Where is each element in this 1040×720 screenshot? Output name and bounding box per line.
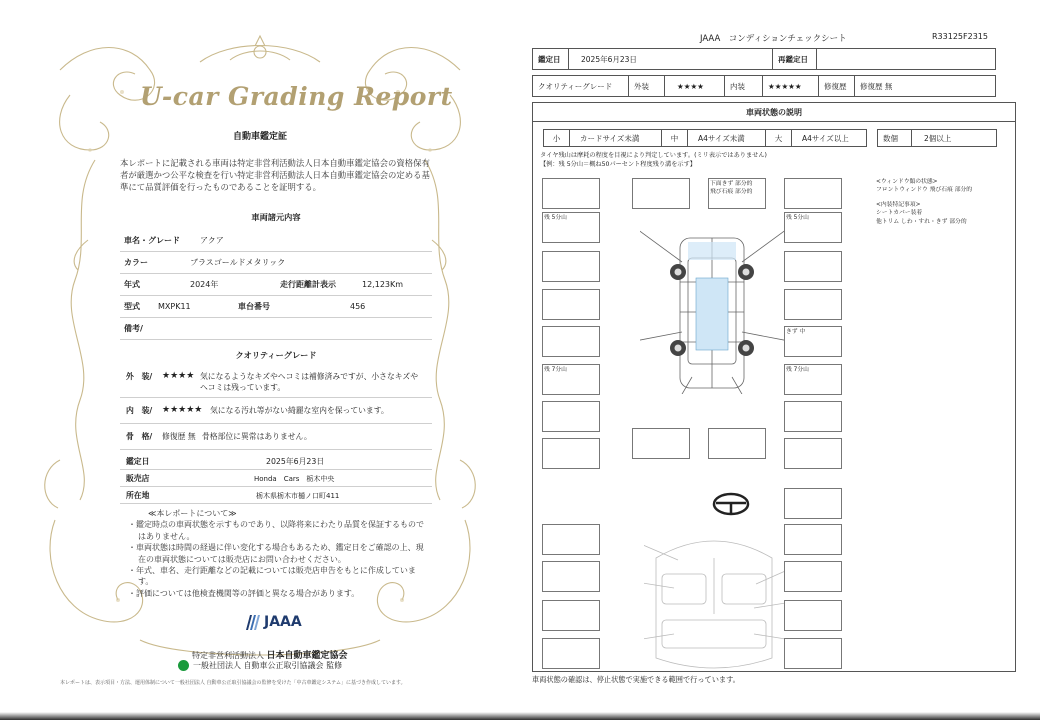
sheet-code: R33125F2315 [932,32,988,41]
appraisal-date-label: 鑑定日 [126,457,150,466]
date-row [532,48,996,70]
window-heading: <ウィンドウ類の状態> [876,179,938,185]
damage-slot [784,488,842,519]
count-legend [877,129,997,147]
size-legend [543,129,867,147]
frame-value: 修復歴 無 [162,432,196,441]
quality-row [532,75,996,97]
report-title: U-car Grading Report [140,82,453,111]
repair-label: 修復歴 [819,76,855,96]
damage-slot [542,401,600,432]
frame-text: 骨格部位に異常はありません。 [202,432,312,441]
footnote: 本レポートは、表示項目・方法、運用体制について一般社団法人 自動車公正取引協議会の監修を受けた「中古車鑑定システム」に基づき作成しています。 [60,680,406,686]
jaaa-logo-icon [244,612,260,632]
damage-slot [542,251,600,282]
damage-slot [784,438,842,469]
sheet-header: JAAA コンディションチェックシート [700,34,847,44]
car-interior-diagram [644,528,784,674]
mileage-label: 走行距離計表示 [280,280,336,289]
rl-tire-label: 残 7分山 [544,367,567,373]
size-large-desc: A4サイズ以上 [802,133,849,143]
remarks-label: 備考/ [124,324,143,333]
issuer-secondary [178,660,342,671]
size-large: 大 [766,130,792,146]
issuer-prefix: 特定非営利活動法人 [192,651,264,660]
int-stars: ★★★★★ [763,76,819,96]
size-medium-desc: A4サイズ未満 [688,130,766,146]
frame-label: 骨 格/ [126,432,153,441]
condition-check-sheet [520,0,1040,720]
damage-slot [542,438,600,469]
damage-slot [542,638,600,669]
rr-tire-label: 残 7分山 [786,367,809,373]
mileage-value: 12,123Km [362,280,404,289]
fr-tire-label: 残 5分山 [786,215,809,221]
ext-label: 外装 [629,76,665,96]
note-item: ・評価については他検査機関等の評価と異なる場合があります。 [128,588,360,598]
size-small: 小 [544,130,570,146]
notes-heading: ≪本レポートについて≫ [148,509,237,518]
note-item: ・年式、車名、走行距離などの記載については販売店申告をもとに作成しています。 [128,566,416,587]
car-exterior-diagram [640,222,784,394]
name-label: 車名・グレード [124,236,180,245]
interior-label: 内 装/ [126,406,153,415]
reappraisal-label: 再鑑定日 [773,49,817,69]
interior-note1: シートカバー装着 [876,210,923,217]
date-value: 2025年6月23日 [569,49,773,69]
damage-slot [784,561,842,592]
quality-row-frame [120,424,432,450]
spec-row-color [120,252,432,274]
spec-row-model [120,296,432,318]
damage-slot [784,289,842,320]
fl-tire-label: 残 5分山 [544,215,567,221]
quality-label: クオリティーグレード [533,76,629,96]
damage-slot [784,638,842,669]
color-value: ブラスゴールドメタリック [190,258,286,267]
damage-slot [632,178,690,209]
side-notes [876,178,972,226]
front-bottom-text: 下面きず 部分的 [710,181,753,187]
count-desc: 2個以上 [924,133,952,143]
front-chip-text: 飛び石痕 部分的 [710,189,753,195]
spec-row-name [120,230,432,252]
appraisal-date-value: 2025年6月23日 [266,457,325,466]
steering-wheel-icon [712,491,750,517]
quality-row-exterior [120,368,432,398]
spec-row-year [120,274,432,296]
issuer-name: 日本自動車鑑定協会 [266,651,348,661]
chassis-label: 車台番号 [238,302,270,311]
interior-note2: 他トリム しわ・すれ・きず 部分的 [876,218,967,225]
color-label: カラー [124,258,148,267]
interior-text: 気になる汚れ等がない綺麗な室内を保っています。 [210,406,389,415]
damage-slot [542,326,600,357]
interior-heading: <内装特記事項> [876,201,921,208]
damage-slot [784,401,842,432]
quality-row-interior [120,398,432,424]
quality-heading: クオリティーグレード [235,350,317,360]
tire-note-line1: タイヤ残山は摩耗の程度を目視により判定しています。(ミリ表示ではありません) [540,152,767,159]
name-value: アクア [200,236,224,245]
condition-title: 車両状態の説明 [533,103,1015,122]
note-item: ・車両状態は時間の経過に伴い変化する場合もあるため、鑑定日をご確認の上、現在の車両状態については販売店にお問い合わせください。 [128,543,424,564]
date-label: 鑑定日 [533,49,569,69]
damage-slot [632,428,690,459]
info-row-dealer [120,471,432,487]
damage-slot [542,561,600,592]
tire-note [540,152,767,169]
exterior-label: 外 装/ [126,372,153,381]
dealer-value: Honda Cars 栃木中央 [254,474,335,483]
int-label: 内装 [725,76,763,96]
size-small-desc: カードサイズ未満 [570,130,662,146]
damage-slot [784,600,842,631]
tire-note-line2: 【例：残 5分山＝概ね50パーセント程度残り溝を示す】 [540,160,696,168]
right-scratch-label: きず 中 [786,329,806,335]
spec-heading: 車両諸元内容 [251,212,301,222]
fair-trade-icon [178,660,189,671]
certificate-title: 自動車鑑定証 [232,132,287,142]
note-item: ・鑑定時点の車両状態を示すものであり、以降将来にわたり品質を保証するものではありません。 [128,520,424,541]
size-medium: 中 [662,130,688,146]
exterior-stars: ★★★★ [162,371,195,381]
reappraisal-value [817,49,997,69]
address-value: 栃木県栃木市樋ノ口町411 [256,491,340,500]
year-value: 2024年 [190,280,219,289]
damage-slot [784,251,842,282]
jaaa-logo [244,611,314,633]
intro-text: 本レポートに記載される車両は特定非営利活動法人日本自動車鑑定協会の資格保有者が厳選かつ公平な検査を行い特定非営利活動法人日本自動車鑑定協会の定める基準にて品質評価を行ったものであることを証明する。 [120,158,430,192]
count-label: 数個 [878,130,912,146]
interior-stars: ★★★★★ [162,405,203,415]
ext-stars: ★★★★ [665,76,725,96]
jaaa-logo-text: JAAA [264,614,302,630]
damage-slot [542,289,600,320]
year-label: 年式 [124,280,140,289]
chassis-value: 456 [350,302,366,311]
damage-slot [708,428,766,459]
info-row-address [120,488,432,504]
dealer-label: 販売店 [126,474,150,483]
report-notes [128,508,428,599]
exterior-text: 気になるようなキズやヘコミは補修済みですが、小さなキズやヘコミは残っています。 [200,372,418,392]
damage-slot [542,524,600,555]
model-value: MXPK11 [158,302,191,311]
address-label: 所在地 [126,491,150,500]
info-row-date [120,454,432,470]
damage-slot [784,524,842,555]
repair-value: 修復歴 無 [860,81,893,91]
page-bottom-shadow [0,712,1040,720]
bottom-note: 車両状態の確認は、停止状態で実施できる範囲で行っています。 [532,675,740,684]
damage-slot [542,600,600,631]
spec-row-remarks [120,318,432,340]
damage-slot [542,178,600,209]
issuer-secondary-text: 一般社団法人 自動車公正取引協議会 監修 [193,661,343,670]
model-label: 型式 [124,302,140,311]
window-note: フロントウィンドウ 飛び石痕 部分的 [876,187,973,194]
front-bottom-label [710,180,752,196]
damage-slot [784,178,842,209]
